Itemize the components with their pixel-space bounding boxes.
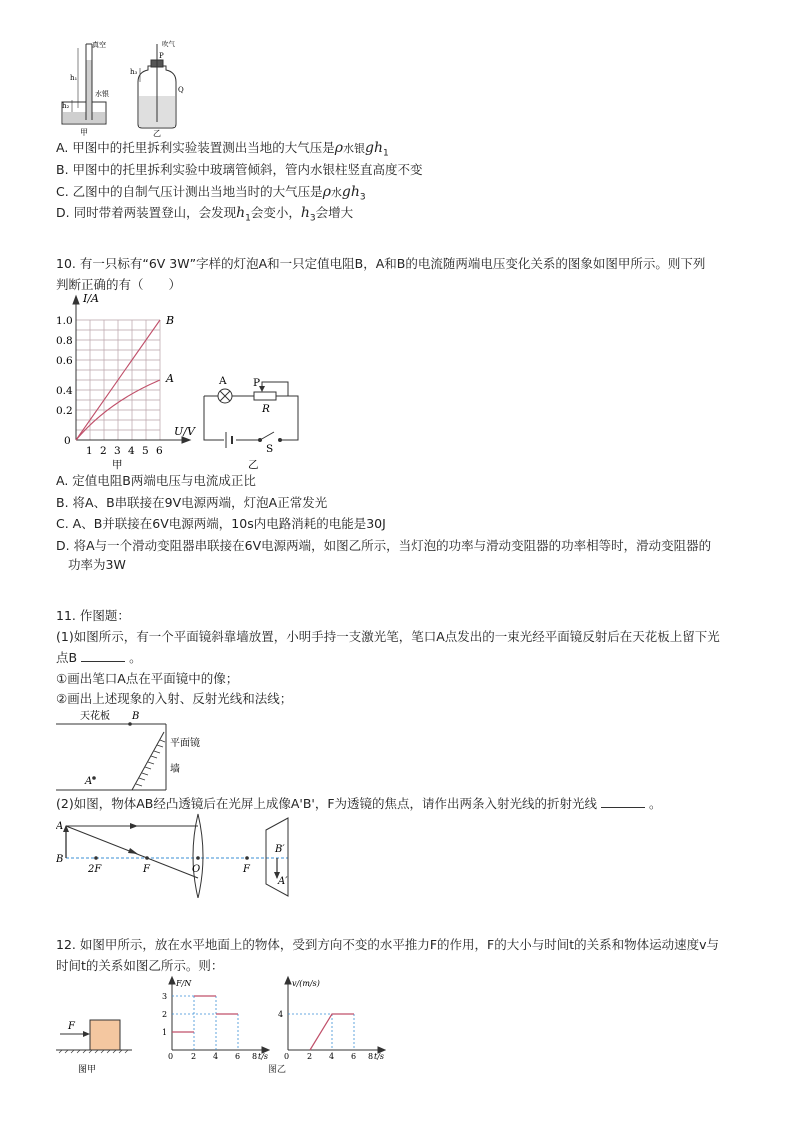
q10-stem-line2: 判断正确的有（ ） xyxy=(56,277,182,292)
mirror-hatching xyxy=(136,740,165,786)
x-tick: 2 xyxy=(307,1052,313,1060)
curve-B-label: B xyxy=(166,314,175,327)
q10-iu-graph xyxy=(56,290,196,470)
2F-label: 2F xyxy=(88,864,102,875)
slider-label: P xyxy=(253,377,261,389)
curve-A-label: A xyxy=(166,372,174,385)
homemade-barometer xyxy=(138,44,176,128)
point-B xyxy=(128,722,132,726)
q10-option-d-cont: 功率为3W xyxy=(68,557,126,572)
label-P: P xyxy=(159,52,164,60)
x-tick: 0 xyxy=(168,1052,174,1060)
y-tick: 1.0 xyxy=(56,315,73,327)
q10-option-a: A. 定值电阻B两端电压与电流成正比 xyxy=(56,473,256,488)
q12-stem-line2: 时间t的关系如图乙所示。则： xyxy=(56,958,224,973)
label-vacuum: 真空 xyxy=(92,41,106,49)
caption-yi: 图乙 xyxy=(268,1065,287,1075)
y-tick: 0.2 xyxy=(56,405,73,417)
convex-lens xyxy=(193,814,203,898)
y-axis-label: v/(m/s) xyxy=(292,979,320,988)
q12-F-t-graph xyxy=(160,974,270,1060)
q11-step2: ②画出上述现象的入射、反射光线和法线； xyxy=(56,691,293,706)
y-axis-label: I/A xyxy=(83,292,99,305)
F-right-label: F xyxy=(243,864,250,875)
x-tick: 8 xyxy=(252,1052,258,1060)
x-tick: 8 xyxy=(368,1052,374,1060)
lamp-label: A xyxy=(219,375,227,387)
q12-block-figure xyxy=(56,1016,136,1074)
q11-lens-figure xyxy=(56,812,306,898)
q11-title: 11. 作图题： xyxy=(56,608,130,623)
x-tick: 6 xyxy=(351,1052,357,1060)
y-axis-label: F/N xyxy=(176,979,192,988)
x-tick: 2 xyxy=(100,445,107,457)
B-label: B xyxy=(132,711,140,722)
B-label: B xyxy=(56,854,64,865)
A-label: A xyxy=(85,776,93,787)
ceiling-label: 天花板 xyxy=(80,711,110,722)
q10-circuit xyxy=(196,372,306,472)
q9-option-b: B. 甲图中的托里拆利实验中玻璃管倾斜，管内水银柱竖直高度不变 xyxy=(56,162,423,177)
answer-blank[interactable] xyxy=(81,649,125,662)
x-tick: 4 xyxy=(213,1052,219,1060)
circuit-caption: 乙 xyxy=(248,459,259,471)
y-axis-arrow xyxy=(73,296,79,304)
F-left-label: F xyxy=(143,864,150,875)
y-tick: 4 xyxy=(278,1010,284,1019)
x-tick: 6 xyxy=(235,1052,241,1060)
label-h1: h₁ xyxy=(70,74,78,82)
y-tick: 0.4 xyxy=(56,385,73,397)
q10-option-b: B. 将A、B串联接在9V电源两端，灯泡A正常发光 xyxy=(56,495,328,510)
F-label: F xyxy=(68,1021,75,1032)
origin-label: 0 xyxy=(64,435,71,447)
point-A xyxy=(92,776,96,780)
rheostat-label: R xyxy=(262,403,270,415)
mirror-line xyxy=(132,732,164,790)
q10-stem-line1: 10. 有一只标有“6V 3W”字样的灯泡A和一只定值电阻B，A和B的电流随两端电压变化关系的图象如图甲所示。则下列 xyxy=(56,256,706,271)
x-tick: 3 xyxy=(114,445,121,457)
x-tick: 2 xyxy=(191,1052,197,1060)
answer-blank[interactable] xyxy=(601,795,645,808)
y-tick: 0.6 xyxy=(56,355,73,367)
label-h3: h₃ xyxy=(130,68,138,76)
q11-p2: (2)如图，物体AB经凸透镜后在光屏上成像A'B'，F为透镜的焦点，请作出两条入射光线的折射光线 。 xyxy=(56,796,662,811)
rheostat-symbol xyxy=(254,392,276,400)
x-tick: 0 xyxy=(284,1052,290,1060)
q10-option-d: D. 将A与一个滑动变阻器串联接在6V电源两端，如图乙所示，当灯泡的功率与滑动变阻器的功率相等时，滑动变阻器的 xyxy=(56,538,712,553)
point-F-left xyxy=(145,856,149,860)
q11-step1: ①画出笔口A点在平面镜中的像； xyxy=(56,671,239,686)
x-tick: 5 xyxy=(142,445,149,457)
q11-mirror-figure xyxy=(56,706,216,794)
block xyxy=(90,1020,120,1050)
label-h2: h₂ xyxy=(62,102,70,110)
y-tick: 0.8 xyxy=(56,335,73,347)
caption-jia: 图甲 xyxy=(78,1065,97,1074)
y-tick: 1 xyxy=(162,1028,168,1037)
x-axis-label: t/s xyxy=(258,1052,269,1060)
x-tick: 1 xyxy=(86,445,93,457)
q9-option-a: A. 甲图中的托里拆利实验装置测出当地的大气压是ρ水银$gh_1$ xyxy=(56,140,389,159)
label-jia: 甲 xyxy=(80,128,88,137)
label-mercury: 水银 xyxy=(95,90,109,98)
Ap-label: A′ xyxy=(278,876,288,887)
q11-p1-line1: (1)如图所示，有一个平面镜斜靠墙放置，小明手持一支激光笔，笔口A点发出的一束光经平面镜反射后在天花板上留下光 xyxy=(56,629,720,644)
label-yi: 乙 xyxy=(153,129,161,138)
x-axis-label: U/V xyxy=(174,425,195,438)
wall-label: 墙 xyxy=(170,764,180,775)
point-F-right xyxy=(245,856,249,860)
q9-option-c: C. 乙图中的自制气压计测出当地当时的大气压是ρ水$gh_3$ xyxy=(56,184,366,203)
switch-label: S xyxy=(266,443,274,455)
torricelli-apparatus xyxy=(62,44,106,124)
Bp-label: B′ xyxy=(275,844,285,855)
label-Q: Q xyxy=(178,86,184,94)
O-label: O xyxy=(192,864,201,875)
q12-stem-line1: 12. 如图甲所示，放在水平地面上的物体，受到方向不变的水平推力F的作用，F的大小与时间t的关系和物体运动速度v与 xyxy=(56,937,720,952)
point-2F xyxy=(94,856,98,860)
graph-caption: 甲 xyxy=(112,459,123,470)
label-blow: 吹气 xyxy=(162,40,175,48)
A-label: A xyxy=(56,821,64,832)
x-tick: 4 xyxy=(329,1052,335,1060)
q11-p1-line2: 点B 。 xyxy=(56,650,142,665)
x-tick: 6 xyxy=(156,445,163,457)
y-tick: 2 xyxy=(162,1010,168,1019)
point-O xyxy=(196,856,200,860)
switch-symbol xyxy=(260,432,274,440)
x-axis-label: t/s xyxy=(374,1052,385,1060)
q10-option-c: C. A、B并联接在6V电源两端，10s内电路消耗的电能是30J xyxy=(56,516,386,531)
q9-figure xyxy=(56,38,206,138)
x-tick: 4 xyxy=(128,445,135,457)
q9-option-d: D. 同时带着两装置登山，会发现$h_1$会变小，$h_3$会增大 xyxy=(56,205,354,224)
y-tick: 3 xyxy=(162,992,168,1001)
q12-v-t-graph xyxy=(276,974,386,1060)
mirror-label: 平面镜 xyxy=(170,738,200,749)
